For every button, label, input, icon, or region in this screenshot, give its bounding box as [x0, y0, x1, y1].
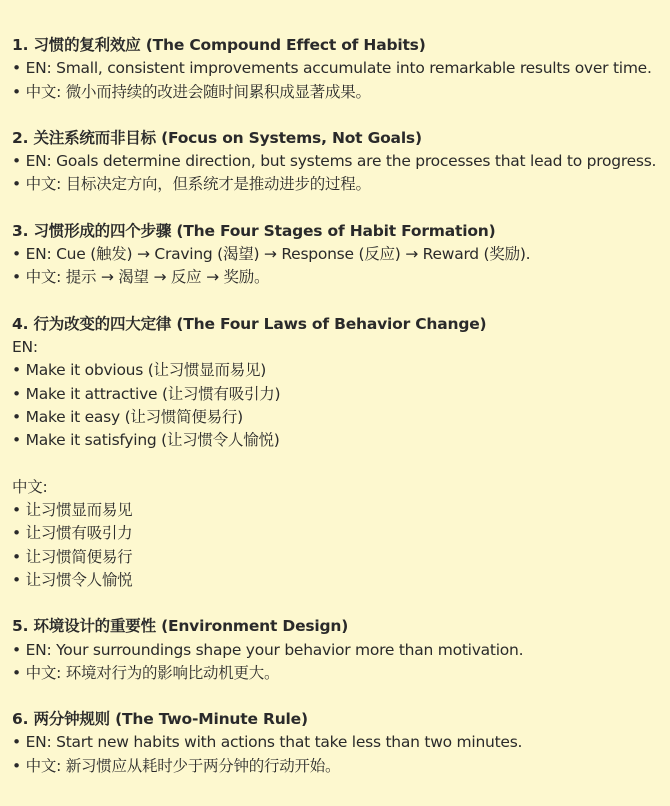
section-heading: 1. 习惯的复利效应 (The Compound Effect of Habits) [12, 36, 426, 54]
list-item: • 让习惯简便易行 [12, 547, 133, 566]
section-heading: 6. 两分钟规则 (The Two-Minute Rule) [12, 710, 308, 729]
list-item: • Make it satisfying (让习惯令人愉悦) [12, 431, 280, 450]
chinese-summary: • 中文: 提示 → 渴望 → 反应 → 奖励。 [12, 268, 270, 287]
section-two-minute-rule [12, 708, 670, 778]
section-heading: 3. 习惯形成的四个步骤 (The Four Stages of Habit Formation) [12, 221, 496, 240]
list-item: • 让习惯显而易见 [12, 501, 133, 520]
section-heading: 4. 行为改变的四大定律 (The Four Laws of Behavior Change) [12, 314, 487, 333]
english-summary: • EN: Cue (触发) → Craving (渴望) → Response (反应) → Reward (奖励). [12, 245, 531, 264]
section-heading: 2. 关注系统而非目标 (Focus on Systems, Not Goals) [12, 128, 422, 147]
english-label: EN: [12, 337, 38, 356]
section-four-laws [12, 313, 670, 593]
section-systems-not-goals [12, 127, 670, 197]
english-summary: • EN: Start new habits with actions that take less than two minutes. [12, 733, 523, 752]
blank-line [12, 452, 670, 475]
list-item: • Make it attractive (让习惯有吸引力) [12, 384, 281, 403]
english-summary: • EN: Your surroundings shape your behavior more than motivation. [12, 640, 524, 659]
section-environment-design [12, 615, 670, 685]
section-compound-effect [12, 34, 670, 104]
section-heading: 5. 环境设计的重要性 (Environment Design) [12, 617, 349, 636]
section-four-stages [12, 220, 670, 290]
chinese-summary: • 中文: 环境对行为的影响比动机更大。 [12, 663, 280, 682]
chinese-label: 中文: [12, 477, 48, 496]
list-item: • Make it obvious (让习惯显而易见) [12, 361, 267, 380]
english-summary: • EN: Goals determine direction, but systems are the processes that lead to progress. [12, 152, 657, 171]
list-item: • 让习惯有吸引力 [12, 524, 133, 543]
chinese-summary: • 中文: 微小而持续的改进会随时间累积成显著成果。 [12, 82, 371, 101]
list-item: • Make it easy (让习惯简便易行) [12, 407, 243, 426]
chinese-summary: • 中文: 目标决定方向，但系统才是推动进步的过程。 [12, 175, 371, 194]
english-summary: • EN: Small, consistent improvements accumulate into remarkable results over time. [12, 59, 652, 78]
chinese-summary: • 中文: 新习惯应从耗时少于两分钟的行动开始。 [12, 756, 341, 775]
list-item: • 让习惯令人愉悦 [12, 570, 133, 589]
